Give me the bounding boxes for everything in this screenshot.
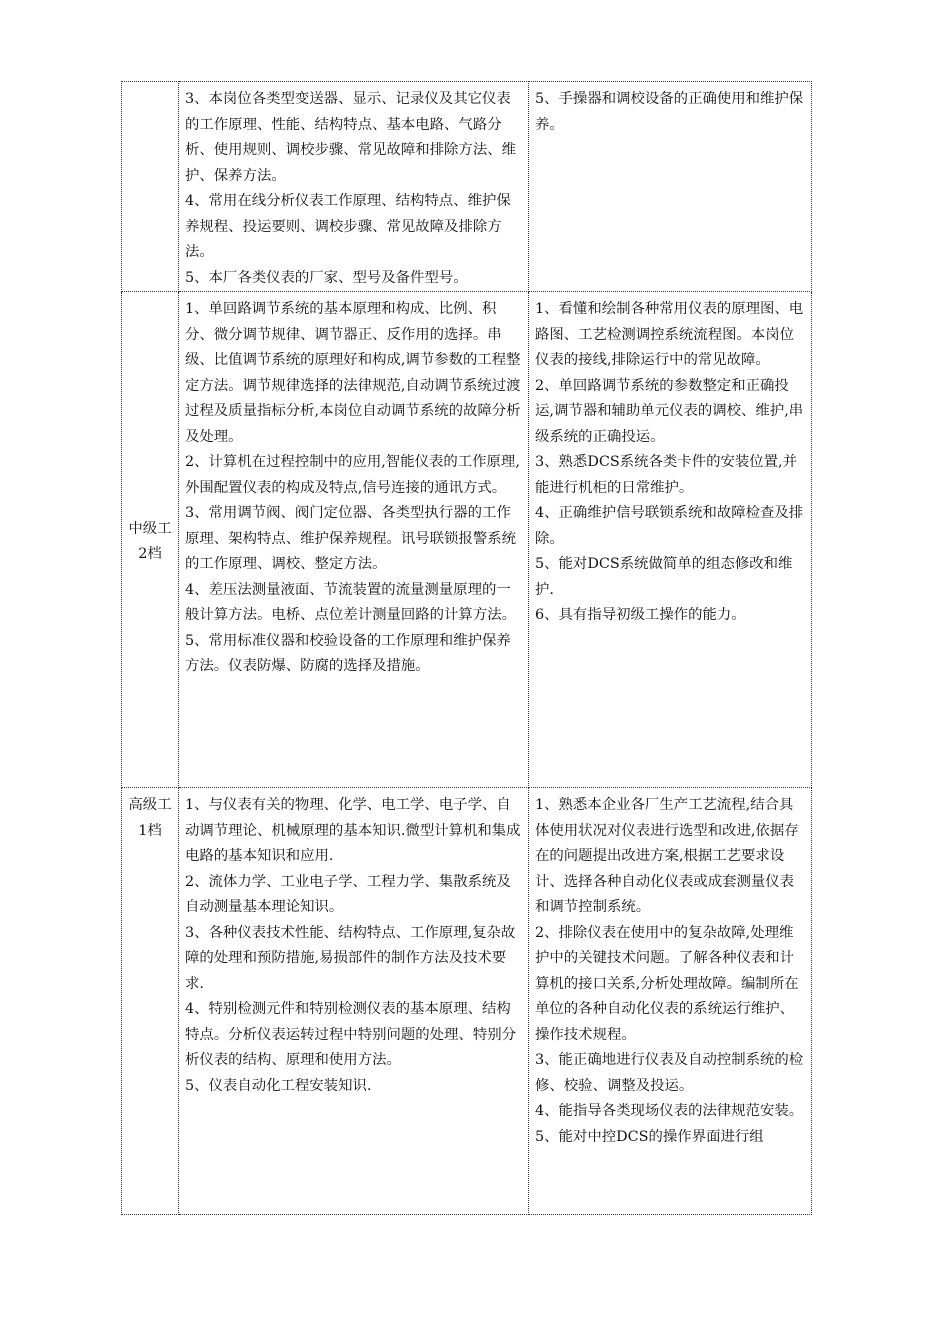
knowledge-item: 1、与仪表有关的物理、化学、电工学、电子学、自动调节理论、机械原理的基本知识.微型计算机和集成电路的基本知识和应用. xyxy=(185,797,521,864)
skill-item: 6、具有指导初级工操作的能力。 xyxy=(535,607,746,623)
knowledge-item: 3、各种仪表技术性能、结构特点、工作原理,复杂故障的处理和预防措施,易损部件的制作方法及技术要求. xyxy=(185,924,516,992)
knowledge-item: 4、特别检测元件和特别检测仪表的基本原理、结构特点。分析仪表运转过程中特别问题的处理、特别分析仪表的结构、原理和使用方法。 xyxy=(185,1001,516,1068)
skill-item: 5、能对DCS系统做简单的组态修改和维护. xyxy=(535,556,793,598)
skill-item: 2、排除仪表在使用中的复杂故障,处理维护中的关键技术问题。了解各种仪表和计算机的接口关系,分析处理故障。编制所在单位的各种自动化仪表的系统运行维护、操作技术规程。 xyxy=(535,924,799,1043)
skill-item: 4、能指导各类现场仪表的法律规范安装。 xyxy=(535,1103,804,1119)
knowledge-item: 3、常用调节阀、阀门定位器、各类型执行器的工作原理、架构特点、维护保养规程。讯号联锁报警系统的工作原理、调校、整定方法。 xyxy=(185,505,516,572)
grade-cell xyxy=(122,82,179,292)
knowledge-item: 5、本厂各类仪表的厂家、型号及备件型号。 xyxy=(185,269,468,286)
knowledge-item: 3、本岗位各类型变送器、显示、记录仪及其它仪表的工作原理、性能、结构特点、基本电路、气路分析、使用规则、调校步骤、常见故障和排除方法、维护、保养方法。 xyxy=(185,91,516,184)
skill-item: 5、手操器和调校设备的正确使用和维护保养。 xyxy=(535,91,804,133)
knowledge-item: 4、差压法测量液面、节流装置的流量测量原理的一般计算方法。电桥、点位差计测量回路的计算方法。 xyxy=(185,581,516,623)
knowledge-cell xyxy=(179,82,529,292)
skills-cell xyxy=(529,292,812,788)
skill-item: 3、熟悉DCS系统各类卡件的安装位置,并能进行机柜的日常维护。 xyxy=(535,454,797,496)
knowledge-cell xyxy=(179,292,529,788)
table-row xyxy=(122,82,812,292)
skill-requirements-table xyxy=(121,81,812,1215)
knowledge-item: 4、常用在线分析仪表工作原理、结构特点、维护保养规程、投运要则、调校步骤、常见故障及排除方法。 xyxy=(185,193,511,260)
skills-cell xyxy=(529,82,812,292)
knowledge-item: 5、常用标准仪器和校验设备的工作原理和维护保养方法。仪表防爆、防腐的选择及措施。 xyxy=(185,632,511,674)
skill-item: 4、正确维护信号联锁系统和故障检查及排除。 xyxy=(535,505,804,547)
knowledge-item: 1、单回路调节系统的基本原理和构成、比例、积分、微分调节规律、调节器正、反作用的选择。串级、比值调节系统的原理好和构成,调节参数的工程整定方法。调节规律选择的法律规范,自动调节系统过渡过程及质量指标分析,本岗位自动调节系统的故障分析及处理。 xyxy=(185,301,521,445)
knowledge-item: 2、计算机在过程控制中的应用,智能仪表的工作原理,外围配置仪表的构成及特点,信号连接的通讯方式。 xyxy=(185,454,520,496)
skill-item: 1、看懂和绘制各种常用仪表的原理图、电路图、工艺检测调控系统流程图。本岗位仪表的接线,排除运行中的常见故障。 xyxy=(535,301,804,368)
skill-item: 3、能正确地进行仪表及自动控制系统的检修、校验、调整及投运。 xyxy=(535,1052,804,1094)
grade-cell: 中级工2档 xyxy=(122,292,179,788)
knowledge-cell xyxy=(179,788,529,1215)
table-row xyxy=(122,292,812,788)
table-row xyxy=(122,788,812,1215)
skill-item: 1、熟悉本企业各厂生产工艺流程,结合具体使用状况对仪表进行选型和改进,依据存在的问题提出改进方案,根据工艺要求设计、选择各种自动化仪表或成套测量仪表和调节控制系统。 xyxy=(535,797,799,915)
skills-cell xyxy=(529,788,812,1215)
grade-cell: 高级工1档 xyxy=(122,788,179,1215)
knowledge-item: 2、流体力学、工业电子学、工程力学、集散系统及自动测量基本理论知识。 xyxy=(185,873,511,915)
skill-item: 2、单回路调节系统的参数整定和正确投运,调节器和辅助单元仪表的调校、维护,串级系统的正确投运。 xyxy=(535,377,804,445)
knowledge-item: 5、仪表自动化工程安装知识. xyxy=(185,1077,372,1094)
skill-item: 5、能对中控DCS的操作界面进行组 xyxy=(535,1128,764,1145)
